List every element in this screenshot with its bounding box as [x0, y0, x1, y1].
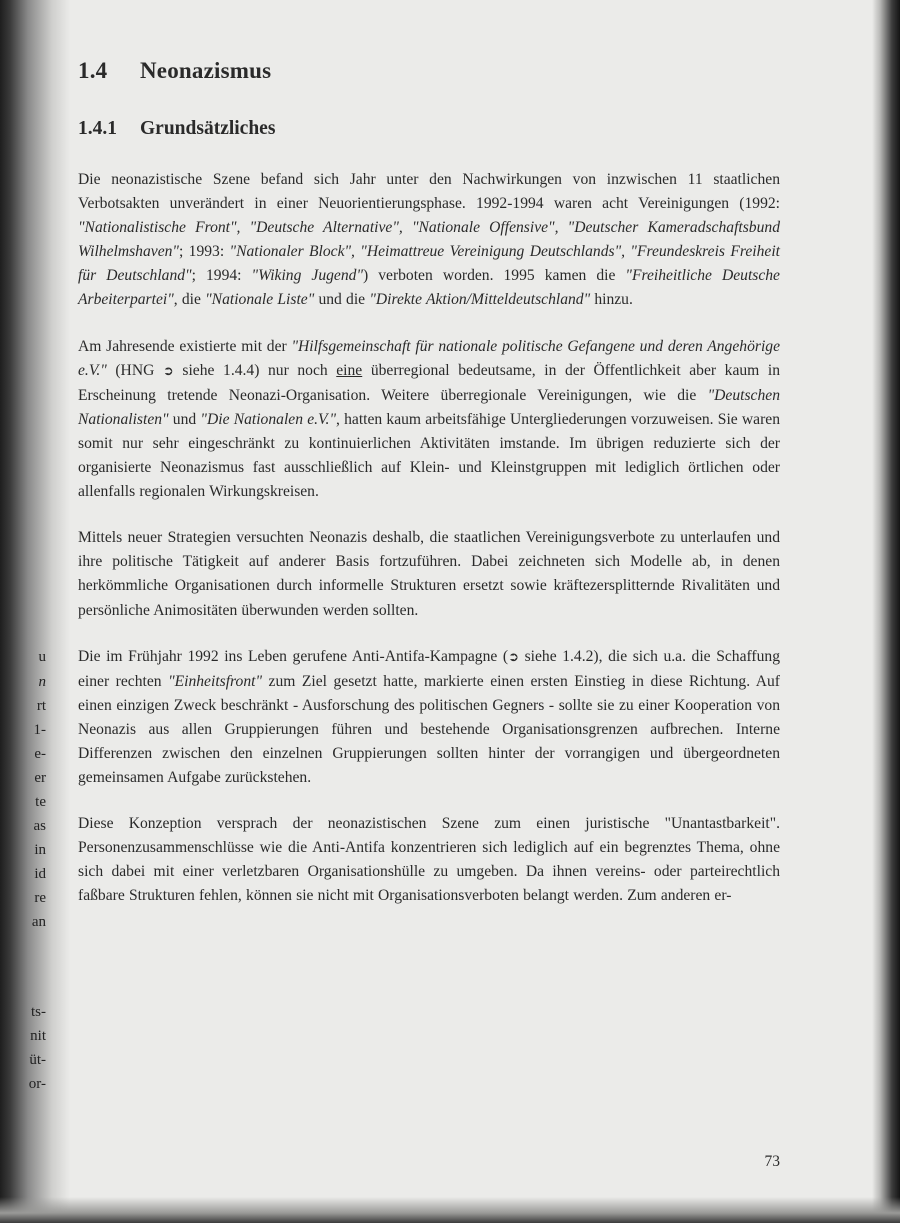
cross-reference-arrow-icon: ➲: [162, 363, 174, 379]
text-run: ; 1993:: [178, 243, 230, 261]
cross-reference-arrow-icon: ➲: [508, 649, 520, 665]
margin-fragment: or-: [28, 1076, 46, 1092]
text-run: Die im Frühjahr 1992 ins Leben gerufene Anti-Antifa-Kampagne (: [78, 647, 509, 665]
text-run: Die neonazistische Szene befand sich Jahr unter den Nachwirkungen von inzwischen 11 staatlichen Verbotsakten unverändert in einer Neuorientierungsphase. 1992-1994 waren acht Vereinigungen (1992:: [78, 171, 780, 213]
text-run: ; 1994:: [191, 267, 252, 285]
page-number: 73: [764, 1153, 780, 1170]
text-run: und: [168, 410, 201, 428]
italic-term: "Nationalistische Front", "Deutsche Alternative", "Nationale Offensive", "Deutscher Kameradschaftsbund Wilhelmshaven": [78, 219, 780, 261]
text-run: und die: [314, 291, 370, 309]
subsection-heading: [78, 118, 780, 140]
page-content: [78, 58, 780, 931]
paragraph: [78, 526, 780, 622]
margin-fragment: e-: [34, 746, 46, 762]
italic-term: "Die Nationalen e.V.": [200, 410, 336, 428]
margin-fragment: üt-: [29, 1052, 46, 1068]
margin-fragment: n: [38, 674, 46, 690]
facing-page-fragments: [4, 0, 46, 1223]
paragraph: [78, 168, 780, 313]
margin-fragment: er: [34, 770, 46, 786]
text-run: siehe 1.4.4) nur noch: [173, 361, 337, 379]
margin-fragment: 1-: [33, 722, 46, 738]
margin-fragment: in: [34, 842, 46, 858]
margin-fragment: ts-: [31, 1004, 46, 1020]
margin-fragment: an: [31, 914, 46, 930]
text-run: , hatten kaum arbeitsfähige Untergliederungen vorzuweisen. Sie waren somit nur sehr eingeschränkt zu kontinuierlichen Aktivitäten imstande. Im übrigen reduzierte sich der organisierte Neonazismus fast ausschließlich auf Klein- und Kleinstgruppen mit lediglich örtlichen oder allenfalls regionalen Wirkungskreisen.: [78, 410, 780, 501]
italic-term: "Deutschen Nationalisten": [78, 386, 780, 428]
text-run: Am Jahresende existierte mit der: [78, 337, 292, 355]
margin-fragment: u: [38, 649, 46, 665]
text-run: (HNG: [106, 361, 163, 379]
text-run: , die: [173, 291, 206, 309]
text-run: siehe 1.4.2), die sich u.a. die Schaffung einer rechten: [78, 647, 780, 690]
margin-fragment: nit: [30, 1028, 46, 1044]
text-run: überregional bedeutsame, in der Öffentlichkeit aber kaum in Erscheinung tretende Neonazi-Organisation. Weitere überregionale Vereinigungen, wie die: [78, 361, 781, 404]
edge-shadow-right: [872, 0, 900, 1223]
italic-term: "Nationaler Block", "Heimattreue Vereinigung Deutschlands", "Freundeskreis Freiheit für Deutschland": [78, 243, 780, 285]
text-run: zum Ziel gesetzt hatte, markierte einen ersten Einstieg in diese Richtung. Auf einen einzigen Zweck beschränkt - Ausforschung des politischen Gegners - sollte sie zu einer Kooperation von Neonazis aus allen Gruppierungen führen und bestehende Organisationsgrenzen aufbrechen. Interne Differenzen zwischen den einzelnen Gruppierungen sollten hinter der vorrangigen und übergeordneten gemeinsamen Aufgabe zurückstehen.: [78, 672, 780, 787]
italic-term: "Freiheitliche Deutsche Arbeiterpartei": [78, 267, 780, 309]
section-title: Neonazismus: [140, 58, 272, 83]
text-run: Diese Konzeption versprach der neonazistischen Szene zum einen juristische "Unantastbarkeit". Personenzusammenschlüsse wie die Anti-Antifa konzentrieren sich lediglich auf ein begrenztes Thema, ohne sich dabei mit einer verletzbaren Organisationshülle zu umgeben. Da ihnen vereins- oder parteirechtlich faßbare Strukturen fehlen, können sie nicht mit Organisationsverboten belangt werden. Zum anderen er-: [78, 815, 780, 905]
italic-term: "Nationale Liste": [205, 291, 315, 309]
margin-fragment: re: [34, 890, 46, 906]
paragraph: [78, 812, 780, 908]
paragraph: [78, 645, 780, 791]
subsection-number: 1.4.1: [78, 118, 117, 139]
italic-term: "Hilfsgemeinschaft für nationale politische Gefangene und deren Angehörige e.V.": [78, 337, 780, 379]
italic-term: "Direkte Aktion/Mitteldeutschland": [369, 291, 591, 309]
paragraph: [78, 335, 780, 505]
subsection-title: Grundsätzliches: [140, 118, 276, 139]
margin-fragment: te: [35, 794, 46, 810]
text-run: hinzu.: [590, 291, 633, 309]
section-number: 1.4: [78, 58, 108, 83]
italic-term: "Einheitsfront": [168, 672, 263, 690]
edge-shadow-bottom: [0, 1197, 900, 1223]
section-heading: [78, 58, 780, 84]
margin-fragment: rt: [36, 698, 46, 714]
margin-fragment: id: [34, 866, 46, 882]
italic-term: "Wiking Jugend": [251, 267, 363, 285]
underlined-word: eine: [336, 361, 363, 379]
text-run: ) verboten worden. 1995 kamen die: [363, 267, 626, 285]
margin-fragment: as: [33, 818, 46, 834]
text-run: Mittels neuer Strategien versuchten Neonazis deshalb, die staatlichen Vereinigungsverbote zu unterlaufen und ihre politische Tätigkeit auf anderer Basis fortzuführen. Dabei zeichneten sich Modelle ab, in denen herkömmliche Organisationen durch informelle Strukturen ersetzt sowie kräftezersplitternde Rivalitäten und persönliche Animositäten überwunden werden sollten.: [78, 529, 780, 619]
